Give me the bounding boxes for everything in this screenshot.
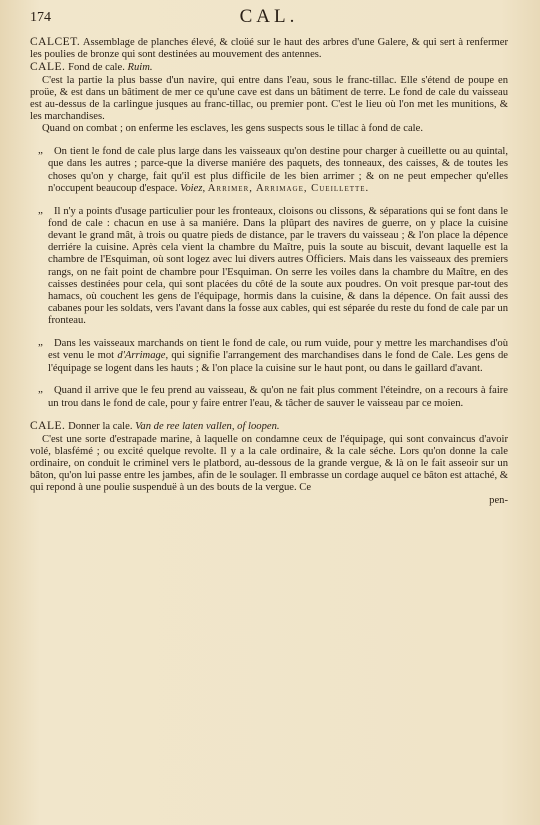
headword-calcet: CALCET. [30, 36, 81, 48]
quote-1-references: Arrimer, Arrimage, Cueillette. [207, 182, 370, 194]
quoted-paragraph-2: „ Il n'y a points d'usage particulier pour les fronteaux, cloisons ou clissons, & séparations qui se font dans le fond de cale : chacun en use à sa maniére. Dans la plûpart des navires de guerre, on y place la cuisine devant le grand mât, à trois ou quatre pieds de distance, par le travers du vaisseau ; & l'on place la dépence derriére la cuisine. Après cela vient la chambre du Maître, puis la soute au biscuit, devant laquelle est la chambre de l'Esquiman, où sont logez avec lui divers autres Officiers. Mais dans les vaisseaux des premiers rangs, on ne fait point de chambre pour l'Esquiman. On serre les voiles dans la chambre du Maître, en des caisses destinées pour cela, qui sont placées du côté de la soute aux poudres. On voit presque par-tout des hamacs, où couchent les gens de l'équipage, hormis dans la cuisine, & dans la dépence. On fait aussi des cabanes pour les soldats, vers l'avant dans la fosse aux cables, qui est séparée du reste du fond de cale par un fronteau. [30, 206, 508, 328]
quote-3-text-b: qui signifie l'arrangement des marchandises dans le fond de Cale. Les gens de l'équipage se logent dans les hauts ; & l'on place la cuisine sur le haut pont, ou dans le gaillard d'avant. [48, 350, 508, 374]
dictionary-text [30, 36, 508, 507]
catchword: pen- [489, 494, 508, 506]
paragraph-cale-1: C'est la partie la plus basse d'un navire, qui entre dans l'eau, sous le franc-tillac. Elle s'étend de poupe en proüe, & est dans un bâtiment de mer ce qu'une cave est dans un bâtiment de terre. Le fond de cale du vaisseau est au-dessus de la carlingue jusques au franc-tillac, ou premier pont. C'est le lieu où l'on met les munitions, & les marchandises. [30, 74, 508, 123]
page-number: 174 [30, 10, 51, 25]
entry-calcet [30, 36, 508, 61]
quote-1-voiez: Voiez, [180, 182, 206, 194]
quoted-paragraph-1 [30, 146, 508, 195]
running-head: CAL. [239, 6, 299, 27]
quote-3-text-a: Dans les vaisseaux marchands on tient le fond de cale, ou rum vuide, pour y mettre les marchandises d'où est venu le mot [48, 338, 508, 362]
quoted-paragraph-4: „ Quand il arrive que le feu prend au vaisseau, & qu'on ne fait plus comment l'éteindre, on a recours à faire un trou dans le fond de cale, pour y faire entrer l'eau, & tâcher de sauver le vaisseau par ce moien. [30, 385, 508, 409]
paragraph-cale-2: Quand on combat ; on enferme les esclaves, les gens suspects sous le tillac à fond de cale. [42, 123, 423, 135]
paragraph-cale-3: C'est une sorte d'estrapade marine, à laquelle on condamne ceux de l'équipage, qui sont convaincus d'avoir volé, blasfémé ; ou excité quelque revolte. Il y a la cale ordinaire, & la cale séche. Lors qu'on donne la cale ordinaire, on conduit le criminel vers le platbord, au-dessous de la grande vergue, & là on le fait asseoir sur un bâton, qu'on lui passe entre les jambes, afin de le soulager. Il embrasse un cordage auquel ce bâton est attaché, & qui repond à une poulie suspenduë à un des bouts de la vergue. Ce [30, 433, 508, 494]
cale-dutch-term: Ruim. [127, 62, 153, 74]
quote-1-text: On tient le fond de cale plus large dans les vaisseaux qu'on destine pour charger à cueillette ou au quintal, que dans les autres ; parce-que la diverse maniére des paquets, des tonneaux, des caisses, & de toutes les choses qu'on y charge, fait qu'il est plus difficile de les bien arrimer ; & on ne peut empecher qu'elles n'occupent beaucoup d'espace. [48, 146, 508, 194]
page-header [30, 6, 508, 36]
cale-definition: Fond de cale. [68, 62, 125, 74]
quote-3-italic: d'Arrimage, [117, 350, 169, 362]
cale-2-dutch-term: Van de ree laten vallen, [135, 421, 235, 433]
entry-cale-2 [30, 420, 508, 433]
calcet-definition: Assemblage de planches élevé, & cloüé sur le haut des arbres d'une Galere, & qui sert à renfermer les poulies de bronze qui sont destinées au mouvement des antennes. [30, 37, 508, 61]
headword-cale: CALE. [30, 61, 66, 74]
headword-cale-2: CALE. [30, 420, 66, 433]
cale-2-dutch-term-2: of loopen. [237, 421, 280, 433]
entry-cale [30, 61, 508, 74]
cale-2-definition: Donner la cale. [68, 421, 133, 433]
quoted-paragraph-3 [30, 338, 508, 375]
